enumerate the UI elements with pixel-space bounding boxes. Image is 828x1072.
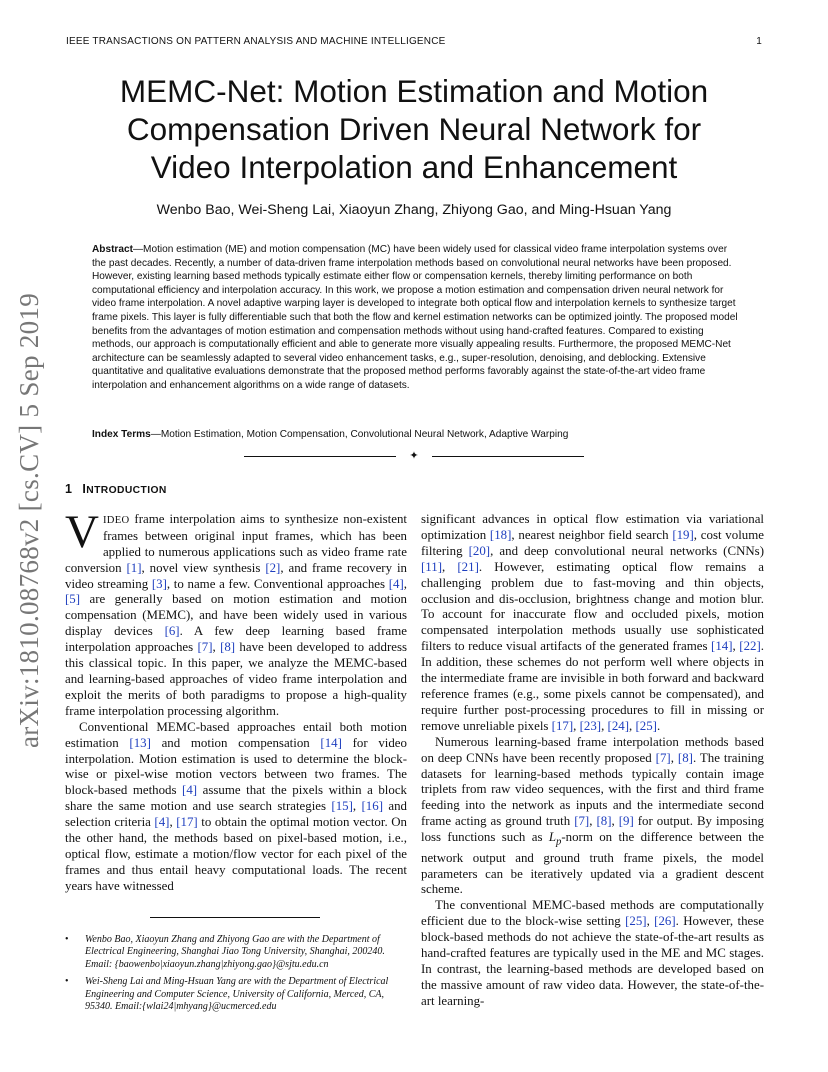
text-span: . A few deep learning based frame interpolation approaches	[65, 624, 407, 655]
text-span: ,	[352, 799, 362, 814]
text-span: frame interpolation aims to synthesize non-existent frames between original input frames, which has been applied to numerous applications such as video frame rate conversion	[65, 511, 407, 575]
text-span: ,	[573, 718, 580, 733]
text-span: and selection criteria	[65, 799, 407, 830]
page-number: 1	[756, 36, 762, 47]
paragraph-5	[421, 898, 764, 1009]
text-span: are generally based on motion estimation and motion compensation (MEMC), and have been widely used in various display devices	[65, 592, 407, 639]
text-span: , nearest neighbor field search	[511, 527, 673, 542]
citation-link[interactable]: [20]	[468, 543, 491, 558]
arxiv-stamp	[10, 290, 50, 750]
paper-title	[80, 72, 748, 186]
citation-link[interactable]: [22]	[739, 639, 761, 654]
section-heading-introduction	[65, 482, 407, 499]
abstract-label: Abstract	[92, 244, 133, 255]
citation-link[interactable]: [4]	[154, 815, 170, 830]
citation-link[interactable]: [8]	[596, 814, 612, 829]
text-span: ,	[601, 718, 608, 733]
text-span: for output. By imposing loss functions such as	[421, 814, 764, 845]
text-span: ,	[589, 814, 597, 829]
divider-rule-right	[432, 456, 584, 457]
citation-link[interactable]: [16]	[361, 799, 383, 814]
citation-link[interactable]: [19]	[672, 527, 694, 542]
title-line-3: Video Interpolation and Enhancement	[150, 149, 678, 185]
running-header	[66, 36, 762, 47]
title-line-1: MEMC-Net: Motion Estimation and Motion	[119, 73, 709, 109]
section-title-rest: NTRODUCTION	[86, 485, 167, 496]
text-span: , novel view synthesis	[141, 560, 266, 575]
footnote-text: Wenbo Bao, Xiaoyun Zhang and Zhiyong Gao are with the Department of Electrical Engineering, Shanghai Jiao Tong University, Shanghai, 200240. Email: {baowenbo|xiaoyun.zhang|zhiyong.gao}@sjtu.edu.cn	[85, 934, 385, 970]
citation-link[interactable]: [3]	[151, 576, 167, 591]
citation-link[interactable]: [14]	[320, 735, 342, 750]
text-span: , cost volume filtering	[421, 527, 764, 558]
paragraph-2	[65, 720, 407, 895]
text-span: ,	[629, 718, 636, 733]
drop-cap: V	[65, 505, 99, 558]
text-span: . The training datasets for learning-based methods typically contain image triplets from raw video sequences, with the first and third frame feeding into the network as inputs and the intermediate second frame acting as ground truth	[421, 750, 764, 829]
text-span: ,	[403, 576, 407, 591]
arxiv-stamp-text: arXiv:1810.08768v2 [cs.CV] 5 Sep 2019	[14, 292, 45, 748]
footnote-item	[65, 976, 407, 1013]
index-terms	[92, 429, 742, 440]
text-span: Conventional MEMC-based approaches entail both motion estimation	[65, 719, 407, 750]
bullet-icon	[65, 976, 69, 988]
text-span: . However, these block-based methods do not achieve the state-of-the-art results as hand-crafted features are typically used in the ME and MC stages. In contrast, the learning-based methods are developed based on the massive amount of raw video data. However, the state-of-the-art learning-	[421, 914, 764, 1008]
citation-link[interactable]: [21]	[457, 559, 479, 574]
text-span: ,	[212, 640, 221, 655]
index-terms-text: —Motion Estimation, Motion Compensation, Convolutional Neural Network, Adaptive Warping	[150, 429, 569, 440]
citation-link[interactable]: [8]	[220, 640, 236, 655]
citation-link[interactable]: [2]	[265, 560, 281, 575]
section-title-initial: I	[82, 482, 87, 496]
citation-link[interactable]: [5]	[65, 592, 81, 607]
citation-link[interactable]: [1]	[126, 560, 142, 575]
citation-link[interactable]: [13]	[129, 735, 151, 750]
citation-link[interactable]: [14]	[711, 639, 733, 654]
title-line-2: Compensation Driven Neural Network for	[126, 111, 702, 147]
text-span: ,	[442, 559, 458, 574]
citation-link[interactable]: [17]	[551, 718, 574, 733]
footnote-item	[65, 934, 407, 971]
citation-link[interactable]: [7]	[574, 814, 590, 829]
text-span: significant advances in optical flow estimation via variational optimization	[421, 512, 764, 542]
author-list: Wenbo Bao, Wei-Sheng Lai, Xiaoyun Zhang, Zhiyong Gao, and Ming-Hsuan Yang	[156, 202, 672, 218]
text-span: ,	[732, 639, 740, 654]
index-terms-label: Index Terms	[92, 429, 151, 440]
citation-link[interactable]: [18]	[489, 527, 512, 542]
footnote-rule	[150, 917, 320, 918]
text-span: assume that the pixels within a block share the same motion and use search strategies	[65, 783, 407, 814]
citation-link[interactable]: [7]	[655, 750, 671, 765]
text-span: . However, estimating optical flow remains a challenging problem due to fast-moving and thin objects, occlusion and dis-occlusion, brightness change and motion blur. To account for inaccurate flow and occluded pixels, motion compensated interpolation methods usually use sophisticated filters to reduce visual artifacts of the generated frames	[421, 559, 764, 654]
text-span: , and frame recovery in video streaming	[65, 560, 407, 591]
citation-link[interactable]: [25]	[635, 718, 657, 733]
footnote-text: Wei-Sheng Lai and Ming-Hsuan Yang are with the Department of Electrical Engineering and Computer Science, University of California, Merced, CA, 95340. Email:{wlai24|mhyang}@ucmerced.edu	[85, 976, 389, 1013]
citation-link[interactable]: [15]	[331, 799, 353, 814]
paragraph-3	[421, 512, 764, 735]
math-symbol: L	[548, 830, 556, 845]
text-span: and motion compensation	[150, 735, 321, 750]
text-span: The conventional MEMC-based methods are computationally efficient due to the block-wise setting	[421, 898, 764, 929]
text-span: Numerous learning-based frame interpolation methods based on deep CNNs have been recently proposed	[421, 734, 764, 765]
citation-link[interactable]: [25]	[625, 914, 647, 929]
citation-link[interactable]: [4]	[388, 576, 404, 591]
citation-link[interactable]: [9]	[618, 814, 634, 829]
text-span: , and deep convolutional neural networks (CNNs)	[490, 543, 764, 558]
divider-rule-left	[244, 456, 396, 457]
citation-link[interactable]: [24]	[607, 718, 630, 733]
math-subscript: p	[556, 835, 562, 848]
text-span: , to name a few. Conventional approaches	[166, 576, 389, 591]
text-span: . In addition, these schemes do not perform well where objects in the intermediate frame are invisible in both forward and backward reference frames (e.g., some pixels cannot be compensated), and require further post-processing procedures to fill in missing or remove unreliable pixels	[421, 639, 764, 733]
text-span: ,	[611, 814, 619, 829]
abstract	[92, 243, 742, 393]
citation-link[interactable]: [6]	[164, 624, 180, 639]
abstract-text: —Motion estimation (ME) and motion compensation (MC) have been widely used for classical video frame interpolation systems over the past decades. Recently, a number of data-driven frame interpolation methods based on convolutional neural networks have been proposed. However, existing learning based methods typically estimate either flow or compensation kernels, thereby limiting performance on both computational efficiency and interpolation accuracy. In this work, we propose a motion estimation and compensation driven neural network for video frame interpolation. A novel adaptive warping layer is developed to integrate both optical flow and interpolation kernels to synthesize target frame pixels. This layer is fully differentiable such that both the flow and kernel estimation networks can be optimized jointly. The proposed model benefits from the advantages of motion estimation and compensation methods without using hand-crafted features. Compared to existing methods, our approach is computationally efficient and able to generate more visually appealing results. Furthermore, the proposed MEMC-Net architecture can be seamlessly adapted to several video enhancement tasks, e.g., super-resolution, denoising, and deblocking. Extensive quantitative and qualitative evaluations demonstrate that the proposed method performs favorably against the state-of-the-art video frame interpolation and enhancement algorithms on a wide range of datasets.	[92, 244, 738, 391]
citation-link[interactable]: [17]	[176, 815, 198, 830]
citation-link[interactable]: [23]	[579, 718, 602, 733]
text-span: ,	[169, 815, 177, 830]
text-span: ,	[670, 750, 678, 765]
citation-link[interactable]: [11]	[421, 559, 442, 574]
section-divider	[244, 450, 584, 462]
right-column	[421, 512, 764, 1010]
text-span: for video interpolation. Motion estimation is used to determine the block-wise or pixel-wise motion vectors between two frames. The block-based methods	[65, 735, 407, 798]
citation-link[interactable]: [8]	[677, 750, 693, 765]
text-span: -norm on the difference between the network output and ground truth frame pixels, the model parameters can be iteratively updated via a gradient descent scheme.	[421, 830, 764, 897]
section-number: 1	[65, 482, 73, 496]
footnotes	[65, 934, 407, 1018]
paragraph-1	[65, 505, 407, 720]
lead-word: IDEO	[102, 514, 130, 526]
citation-link[interactable]: [26]	[654, 914, 676, 929]
text-span: have been developed to address this classical topic. In this paper, we analyze the MEMC-based and learning-based approaches of video frame interpolation and exploit the merits of both paradigms to propose a high-quality frame interpolation processing algorithm.	[65, 640, 407, 718]
text-span: to obtain the optimal motion vector. On the other hand, the methods based on pixel-based motion, i.e., optical flow, estimate a motion/flow vector for each pixel of the frames and thus entail heavy computational loads. The recent years have witnessed	[65, 815, 407, 893]
text-span: ,	[646, 914, 655, 929]
divider-diamond-icon: ✦	[409, 450, 419, 462]
paragraph-4	[421, 735, 764, 899]
journal-name: IEEE TRANSACTIONS ON PATTERN ANALYSIS AND MACHINE INTELLIGENCE	[66, 36, 446, 47]
bullet-icon	[65, 934, 69, 946]
left-column	[65, 482, 407, 895]
citation-link[interactable]: [4]	[182, 783, 198, 798]
text-span: .	[656, 718, 661, 733]
citation-link[interactable]: [7]	[197, 640, 213, 655]
